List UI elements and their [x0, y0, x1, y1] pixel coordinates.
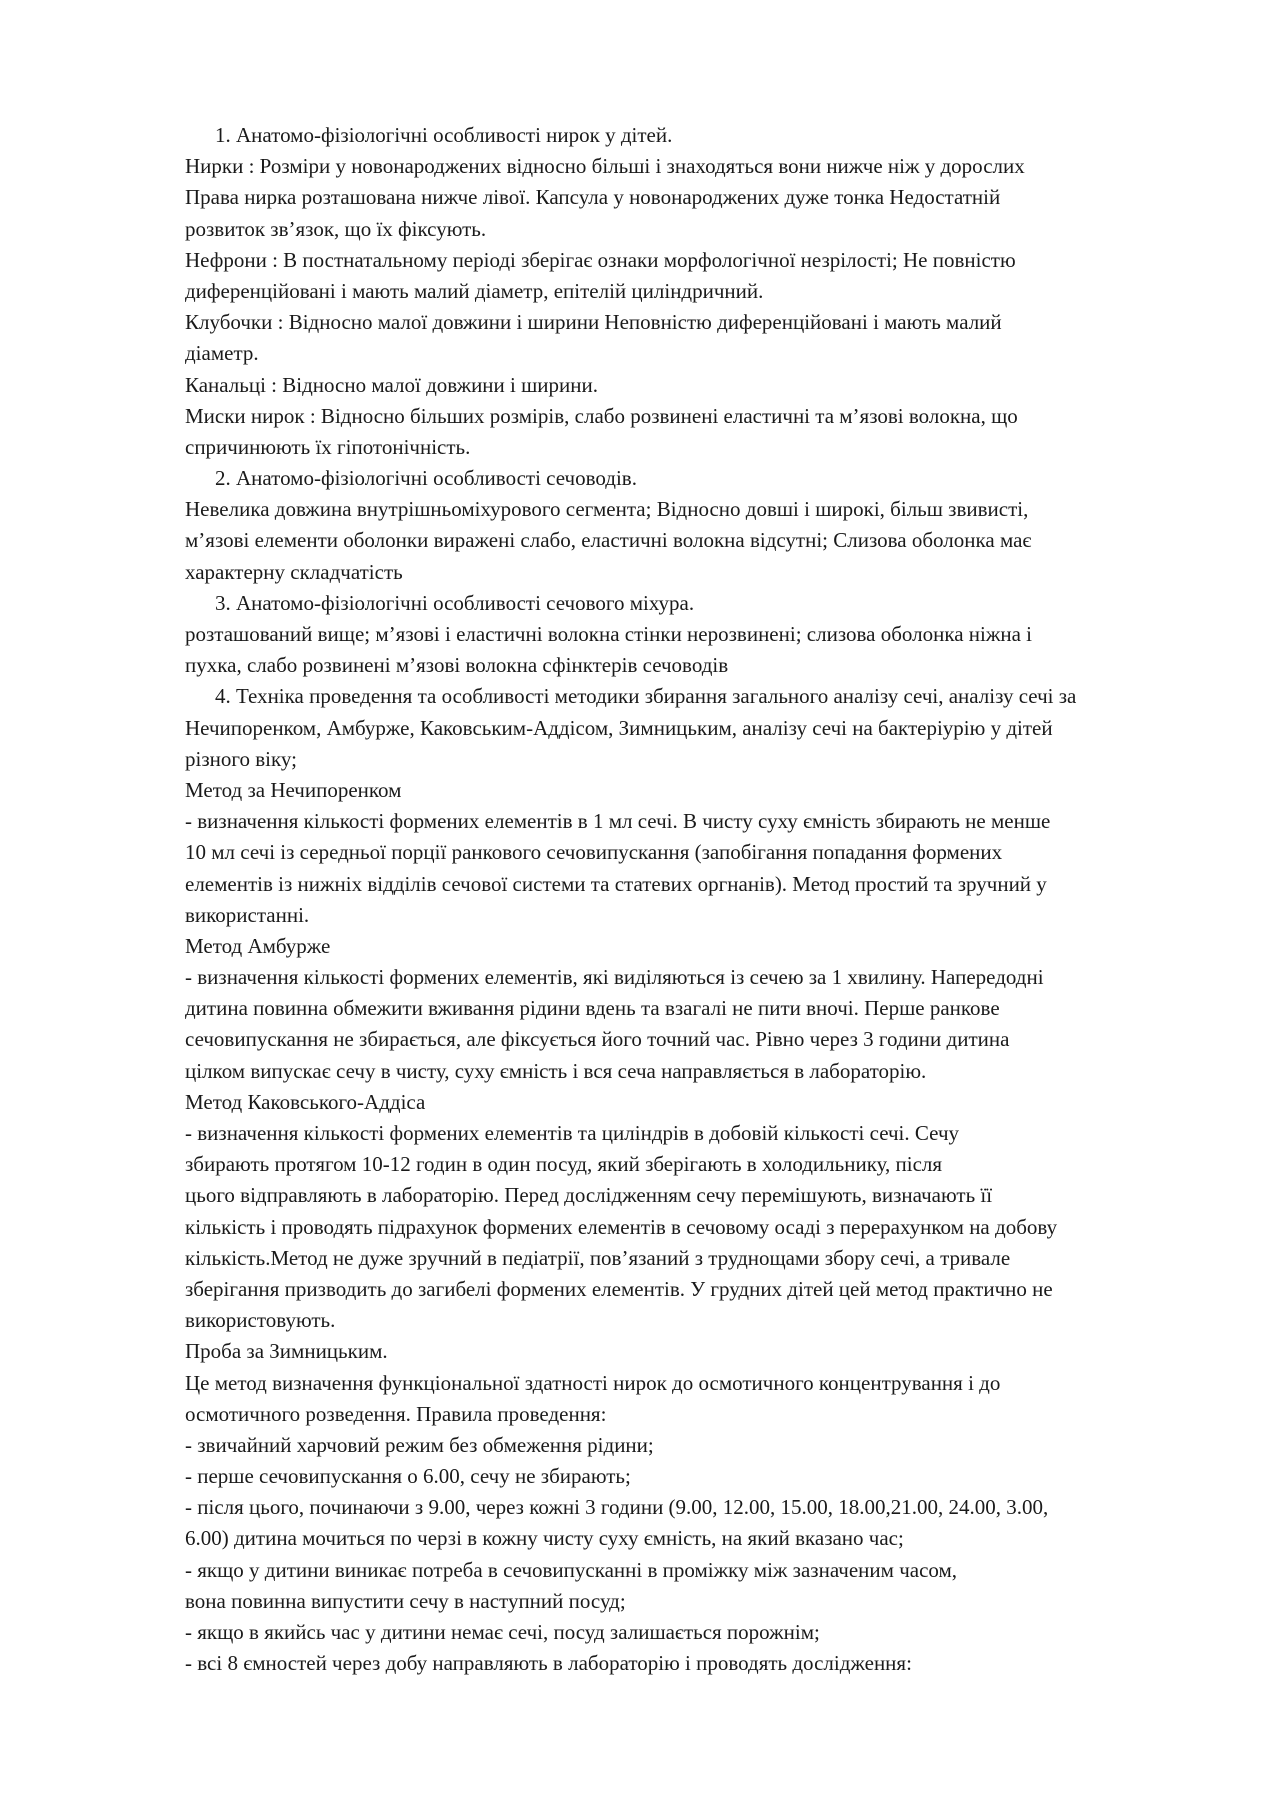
text-line: 6.00) дитина мочиться по черзі в кожну чисту суху ємність, на який вказано час; — [185, 1526, 904, 1551]
text-line: Канальці : Відносно малої довжини і ширини. — [185, 372, 598, 397]
text-line: Це метод визначення функціональної здатності нирок до осмотичного концентрування і до — [185, 1370, 1001, 1395]
text-line: осмотичного розведення. Правила проведення: — [185, 1401, 607, 1426]
text-line: диференційовані і мають малий діаметр, епітелій циліндричний. — [185, 278, 764, 303]
text-line: 10 мл сечі із середньої порції ранкового сечовипускання (запобігання попадання формених — [185, 840, 1003, 865]
text-line: різного віку; — [185, 746, 297, 771]
section-heading-line: 4. Техніка проведення та особливості методики збирання загального аналізу сечі, аналізу сечі за — [215, 684, 1077, 709]
text-line: пухка, слабо розвинені м’язові волокна сфінктерів сечоводів — [185, 653, 729, 678]
text-line: Клубочки : Відносно малої довжини і ширини Неповністю диференційовані і мають малий — [185, 310, 1002, 335]
text-line: характерну складчатість — [185, 559, 403, 584]
text-line: елементів із нижніх відділів сечової системи та статевих оргнанів). Метод простий та зручний у — [185, 871, 1047, 896]
section-heading-line: 3. Анатомо-фізіологічні особливості сечового міхура. — [215, 590, 695, 615]
text-line: цього відправляють в лабораторію. Перед дослідженням сечу перемішують, визначають її — [185, 1183, 993, 1208]
text-line: - якщо в якийсь час у дитини немає сечі, посуд залишається порожнім; — [185, 1620, 820, 1644]
text-line: спричинюють їх гіпотонічність. — [185, 434, 471, 459]
text-line: Права нирка розташована нижче лівої. Капсула у новонароджених дуже тонка Недостатній — [185, 185, 1001, 210]
text-line: розвиток зв’язок, що їх фіксують. — [185, 216, 487, 241]
section-heading-line: 1. Анатомо-фізіологічні особливості нирок у дітей. — [215, 123, 673, 147]
document-body — [185, 120, 1205, 1679]
text-line: - після цього, починаючи з 9.00, через кожні 3 години (9.00, 12.00, 15.00, 18.00,21.00, 24.00, 3.00, — [185, 1495, 1049, 1520]
text-line: Метод Амбурже — [185, 933, 331, 958]
text-line: кількість.Метод не дуже зручний в педіатрії, пов’язаний з труднощами збору сечі, а тривале — [185, 1245, 1011, 1270]
text-line: Метод Каковського-Аддіса — [185, 1089, 426, 1114]
text-line: Метод за Нечипоренком — [185, 777, 402, 802]
text-line: - якщо у дитини виникає потреба в сечовипусканні в проміжку між зазначеним часом, — [185, 1557, 958, 1582]
text-line: - всі 8 ємностей через добу направляють в лабораторію і проводять дослідження: — [185, 1651, 912, 1676]
text-line: - перше сечовипускання о 6.00, сечу не збирають; — [185, 1464, 631, 1489]
text-line: Невелика довжина внутрішньоміхурового сегмента; Відносно довші і широкі, більш звивисті, — [185, 497, 1029, 522]
text-line: - звичайний харчовий режим без обмеження рідини; — [185, 1432, 654, 1457]
text-line: дитина повинна обмежити вживання рідини вдень та взагалі не пити вночі. Перше ранкове — [185, 996, 1000, 1021]
text-line: Нечипоренком, Амбурже, Каковським-Аддісом, Зимницьким, аналізу сечі на бактеріурію у дітей — [185, 715, 1053, 740]
text-line: - визначення кількості формених елементів та циліндрів в добовій кількості сечі. Сечу — [185, 1121, 960, 1145]
section-heading-line: 2. Анатомо-фізіологічні особливості сечоводів. — [215, 466, 637, 491]
text-line: кількість і проводять підрахунок формених елементів в сечовому осаді з перерахунком на добову — [185, 1214, 1058, 1239]
text-line: діаметр. — [185, 341, 259, 366]
text-line: цілком випускає сечу в чисту, суху ємність і вся сеча направляється в лабораторію. — [185, 1058, 927, 1083]
text-line: Нирки : Розміри у новонароджених відносно більші і знаходяться вони нижче ніж у дорослих — [185, 154, 1025, 179]
text-line: - визначення кількості формених елементів, які виділяються із сечею за 1 хвилину. Напередодні — [185, 965, 1044, 990]
text-line: сечовипускання не збирається, але фіксується його точний час. Рівно через 3 години дитина — [185, 1027, 1010, 1052]
document-page — [185, 120, 1205, 1679]
text-line: використовують. — [185, 1308, 336, 1333]
text-line: збирають протягом 10-12 годин в один посуд, який зберігають в холодильнику, після — [185, 1152, 943, 1177]
text-line: - визначення кількості формених елементів в 1 мл сечі. В чисту суху ємність збирають не менше — [185, 809, 1051, 834]
text-line: розташований вище; м’язові і еластичні волокна стінки нерозвинені; слизова оболонка ніжна і — [185, 622, 1033, 646]
text-line: м’язові елементи оболонки виражені слабо, еластичні волокна відсутні; Слизова оболонка має — [185, 528, 1032, 553]
text-line: Нефрони : В постнатальному періоді зберігає ознаки морфологічної незрілості; Не повністю — [185, 247, 1016, 272]
text-line: зберігання призводить до загибелі формених елементів. У грудних дітей цей метод практично не — [185, 1276, 1053, 1301]
text-line: Проба за Зимницьким. — [185, 1339, 388, 1364]
text-line: використанні. — [185, 902, 310, 927]
text-line: вона повинна випустити сечу в наступний посуд; — [185, 1588, 626, 1613]
text-line: Миски нирок : Відносно більших розмірів, слабо розвинені еластичні та м’язові волокна, що — [185, 403, 1018, 428]
